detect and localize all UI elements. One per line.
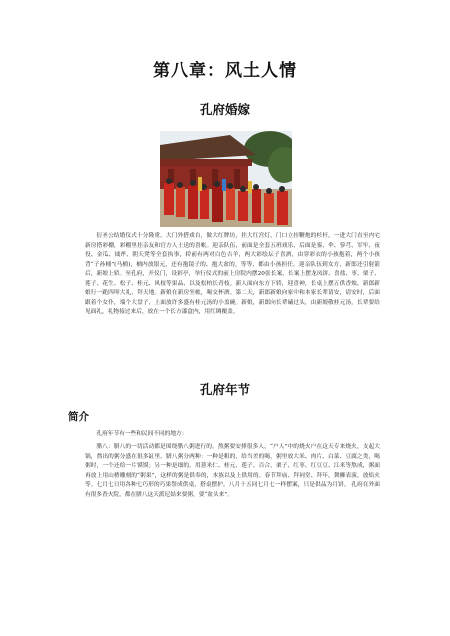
- festivals-intro-paragraph: 孔府年节有一些和民间不同的地方：: [96, 431, 188, 437]
- wedding-ceremony-photo: [160, 131, 292, 227]
- section-title-festivals: 孔府年节: [199, 382, 250, 397]
- wedding-photo-illustration: [160, 131, 292, 227]
- festivals-body-paragraph: 腊八：腊八的一切活动都是围绕腊八粥进行的。熬粥要安排很多人，“户人”中的烧火户在这天专来烧火，支起大锅，熬出的粥分盛在很多缸里。腊八粥分两种：一种是粗的，给当差的喝，粥里放大米、肉片、白菜、豆腐之类，喝粥时，一个还给一片馍馍；另一种是细的，用薏米仁、桂元、莲子、百合、栗子、红枣、红豆豆、江米等熬成，粥面再放上用山楂雕刻的“粥果”，这样的粥是供奉的，本族以及上供用的。春节拜庙、拜祠堂、拜年，舞狮表演，放焰火等。七月七日用各种七巧形的巧果祭成供桌，搭桌摆护。八月十五同七月七一样摆案，只是供品为月饼。 孔府在外面有很多香火院，都在腊八这天派尼姑来要粥，要“盆头来”。: [85, 444, 380, 498]
- section-title-wedding: 孔府婚嫁: [199, 102, 250, 117]
- chapter-title: 第八章：风土人情: [153, 61, 297, 81]
- wedding-paragraph: 衍圣公结婚仪式十分隆重。大门外搭戏台，做大红牌坊，挂大红宫灯，门口立挂鞭炮的杉杆，一进大门直至内宅新房搭彩棚，彩棚里挂亲友和官方人士送的喜帐。迎亲队伍，前面是全套五班戏乐，后面是銮、伞、蓼芎、军牢、夜役、金瓜、钺斧、朝天凳等全套执事，轿前有两对白色吉羊，两大彩绘坛子喜酒，由穿彩衣的小孩抱着，两个小孩背“子孙桶”(马桶)，桶内放银元，还有抱镜子的、抱大盆的，等等，都由小孩担任。迎亲队伍到女方，新郎还引射箭后，新娘上轿。至孔府，开仪门，设彩亭，举行仪式的前上房院内摆20张长案，长案上摆龙凤饼、喜盐、枣、栗子、莲子、花生、松子、桂元、风枝等果品，以及松柏长青枝。新人面向东方下轿，迎喜神，长桌上摆五供香烛，新郎新娘行一跪四叩大礼，拜天地。新娘在新房坐帐，喝交杯酒。第二天，新郎新娘向家中和本家长辈请安，请安时，后面跟着个女仆，端个大盘子，上面放许多盛有桂元汤的小盖碗。新娘，新郎向长辈磕过头，由新娘敬桂元汤，长辈要给见面礼，礼物接过来后，放在一个长方漆盒内，用红绸覆盖。: [85, 233, 380, 315]
- subsection-heading-intro: 简介: [68, 411, 89, 423]
